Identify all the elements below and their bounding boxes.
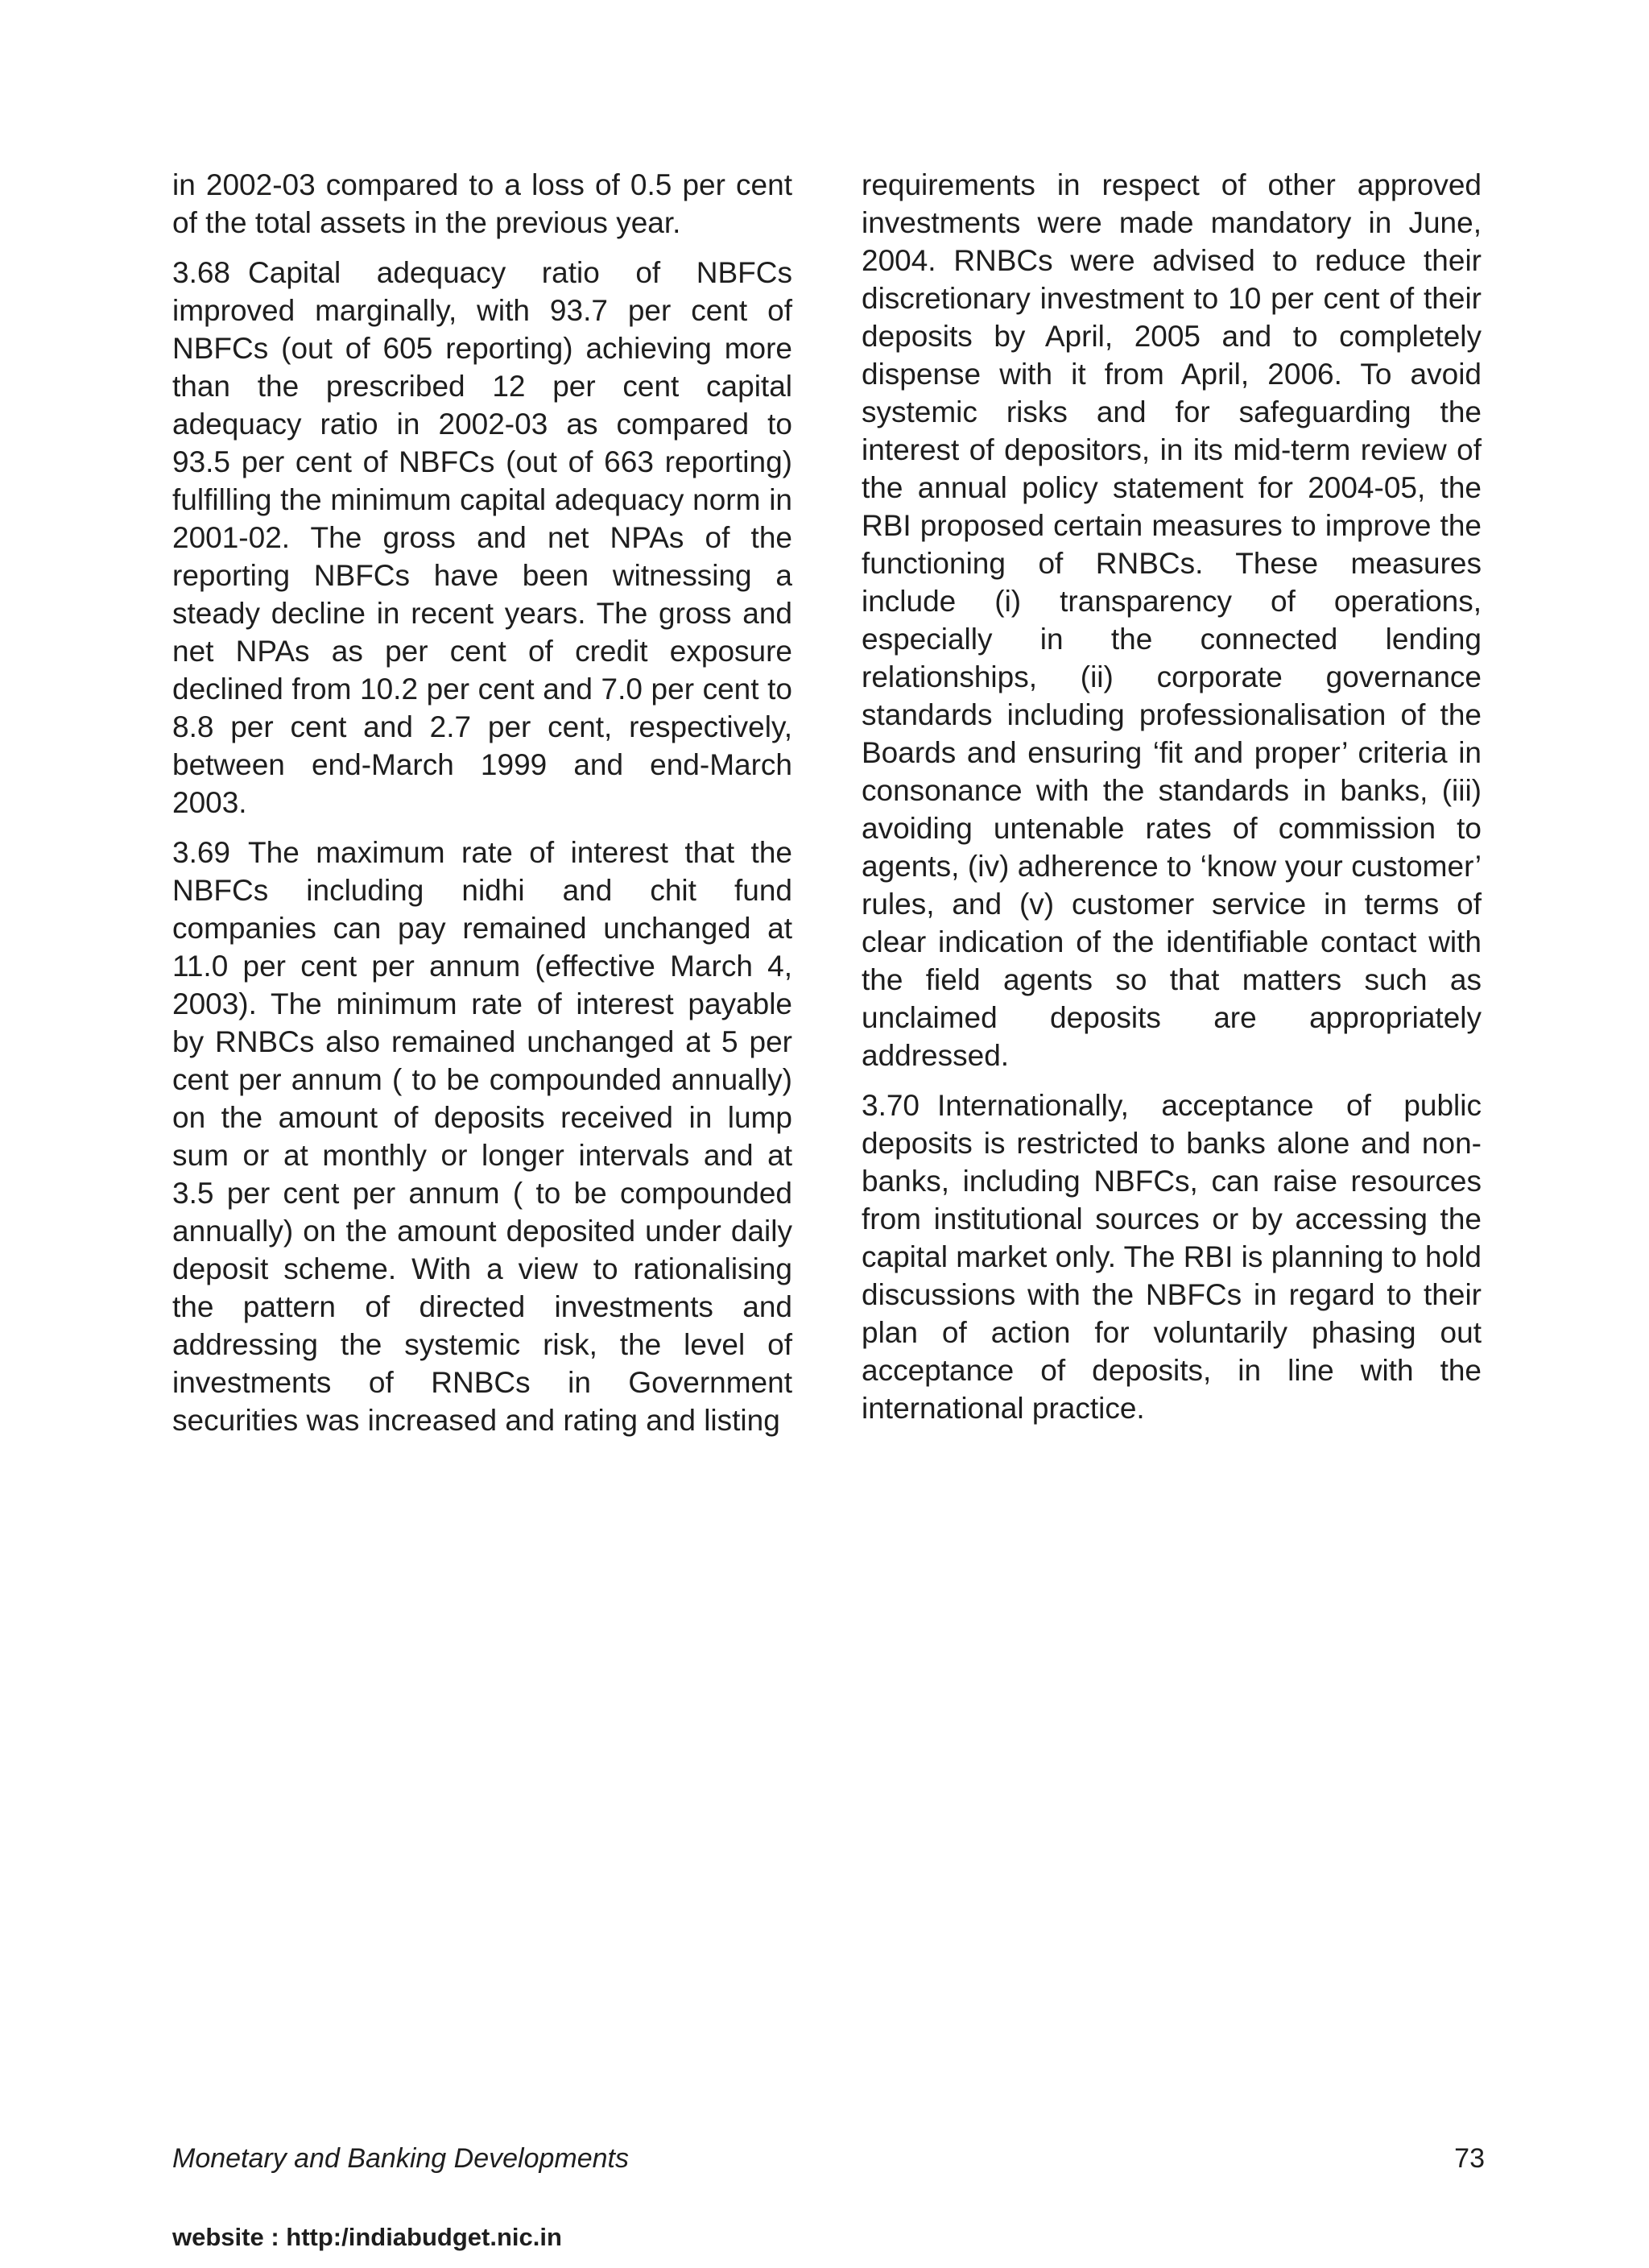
paragraph-text: Internationally, acceptance of public deposits is restricted to banks alone and non-banks, including NBFCs, can raise resources from institutional sources or by accessing the capital market only. The RBI is planning to hold discussions with the NBFCs in regard to their plan of action for voluntarily phasing out acceptance of deposits, in line with the international practice. [862, 1089, 1482, 1425]
page-number: 73 [1454, 2143, 1485, 2174]
paragraph-text: The maximum rate of interest that the NBFCs including nidhi and chit fund companies can pay remained unchanged at 11.0 per cent per annum (effective March 4, 2003). The minimum rate of interest payable by RNBCs also remained unchanged at 5 per cent per annum ( to be compounded annually) on the amount of deposits received in lump sum or at monthly or longer intervals and at 3.5 per cent per annum ( to be compounded annually) on the amount deposited under daily deposit scheme. With a view to rationalising the pattern of directed investments and addressing the systemic risk, the level of investments of RNBCs in Government securities was increased and rating and listing [172, 836, 792, 1437]
paragraph-number: 3.69 [172, 836, 231, 869]
paragraph-text: requirements in respect of other approved investments were made mandatory in June, 2004. RNBCs were advised to reduce their discretionary investment to 10 per cent of their deposits by April, 2005 and to completely dispense with it from April, 2006. To avoid systemic risks and for safeguarding the interest of depositors, in its mid-term review of the annual policy statement for 2004-05, the RBI proposed certain measures to improve the functioning of RNBCs. These measures include (i) transparency of operations, especially in the connected lending relationships, (ii) corporate governance standards including professionalisation of the Boards and ensuring ‘fit and proper’ criteria in consonance with the standards in banks, (iii) avoiding untenable rates of commission to agents, (iv) adherence to ‘know your customer’ rules, and (v) customer service in terms of clear indication of the identifiable contact with the field agents so that matters such as unclaimed deposits are appropriately addressed. [862, 168, 1482, 1072]
paragraph-3-68 [172, 254, 792, 822]
paragraph-text: in 2002-03 compared to a loss of 0.5 per cent of the total assets in the previous year. [172, 168, 792, 239]
right-column [862, 166, 1482, 1439]
paragraph-3-70 [862, 1086, 1482, 1427]
footer-title: Monetary and Banking Developments [172, 2143, 629, 2174]
website-footer: website : http:/indiabudget.nic.in [172, 2223, 562, 2251]
paragraph-continuation [172, 166, 792, 242]
paragraph-text: Capital adequacy ratio of NBFCs improved marginally, with 93.7 per cent of NBFCs (out of 605 reporting) achieving more than the prescribed 12 per cent capital adequacy ratio in 2002-03 as compared to 93.5 per cent of NBFCs (out of 663 reporting) fulfilling the minimum capital adequacy norm in 2001-02. The gross and net NPAs of the reporting NBFCs have been witnessing a steady decline in recent years. The gross and net NPAs as per cent of credit exposure declined from 10.2 per cent and 7.0 per cent to 8.8 per cent and 2.7 per cent, respectively, between end-March 1999 and end-March 2003. [172, 256, 792, 819]
paragraph-number: 3.68 [172, 256, 231, 289]
paragraph-3-69 [172, 834, 792, 1439]
paragraph-continuation [862, 166, 1482, 1074]
left-column [172, 166, 792, 1451]
paragraph-number: 3.70 [862, 1089, 920, 1122]
